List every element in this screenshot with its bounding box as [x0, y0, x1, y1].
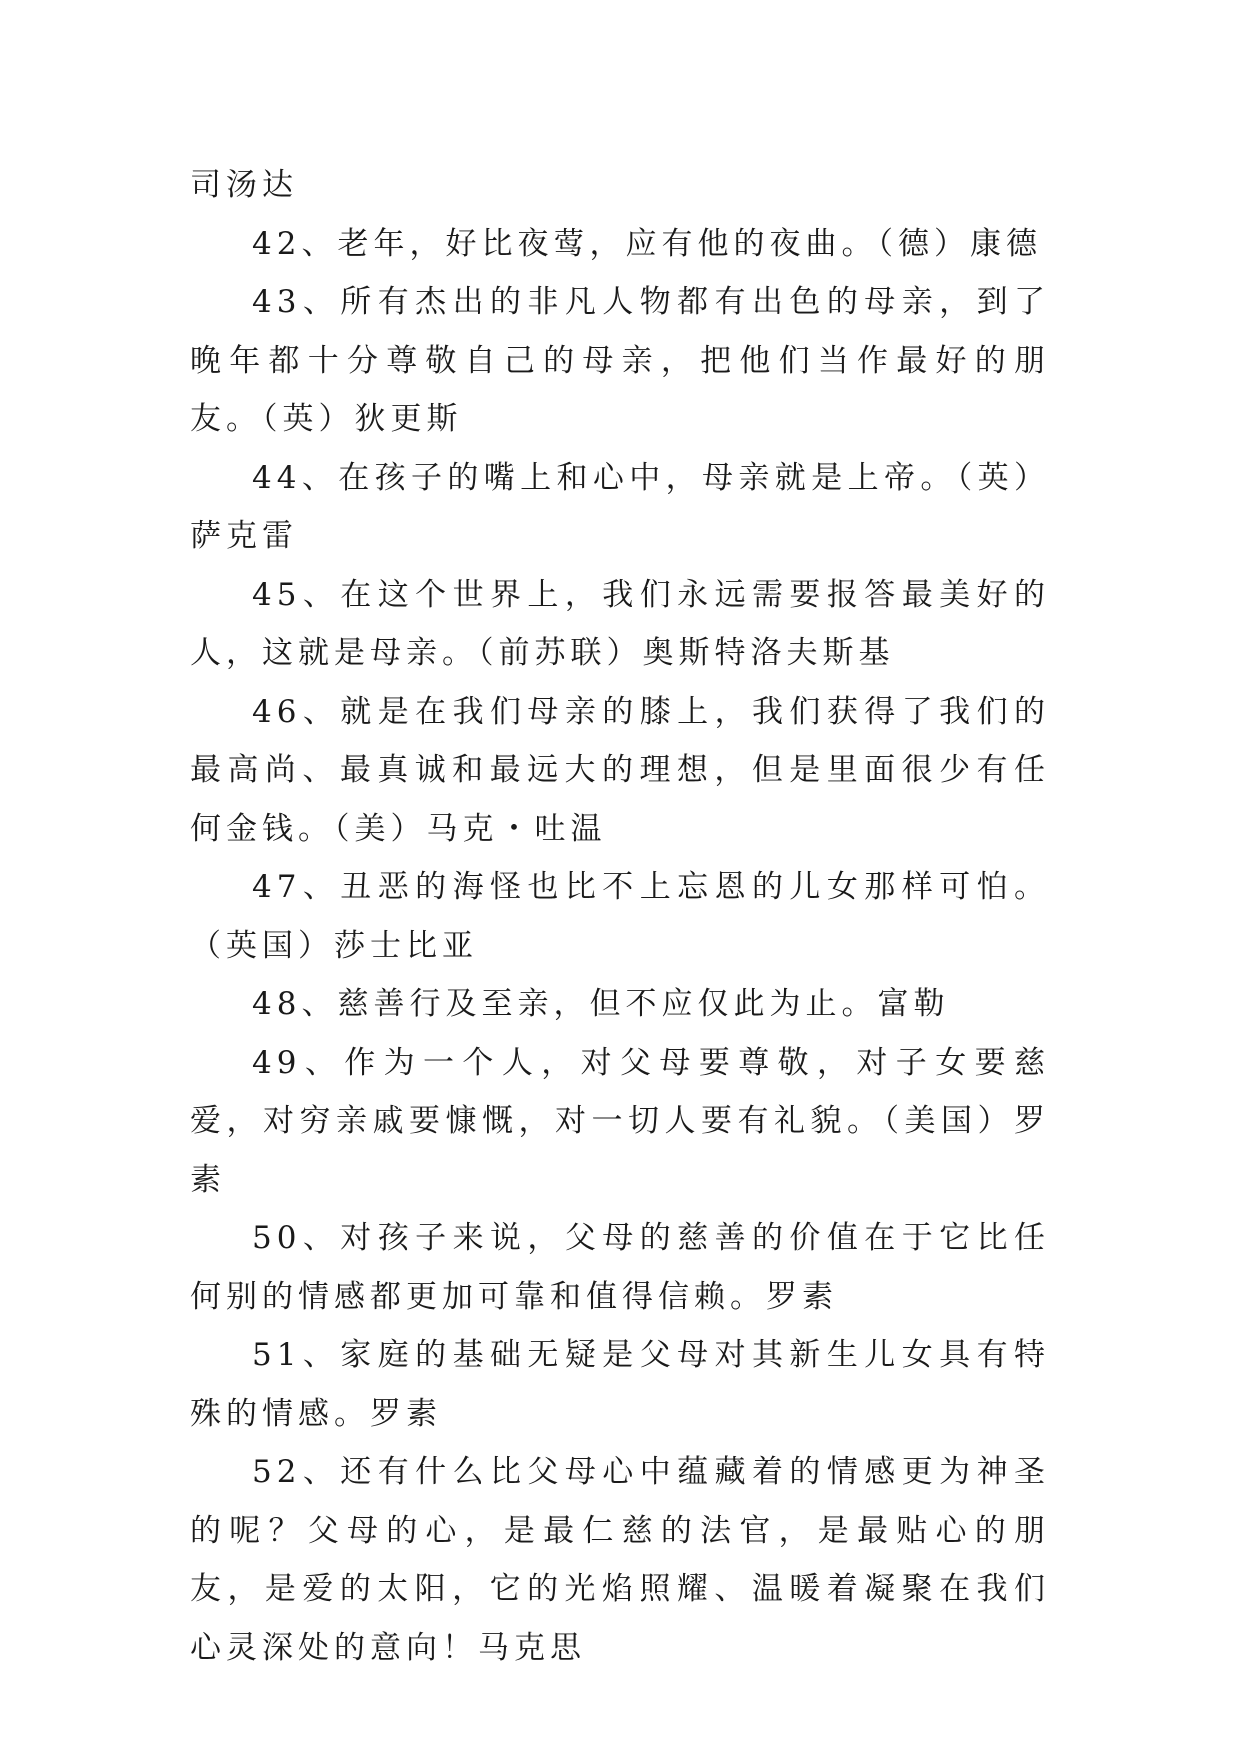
quote-paragraph: 49、作为一个人，对父母要尊敬，对子女要慈爱，对穷亲戚要慷慨，对一切人要有礼貌。（美国）罗素 — [190, 1044, 1050, 1198]
quote-paragraph: 45、在这个世界上，我们永远需要报答最美好的人，这就是母亲。（前苏联）奥斯特洛夫斯基 — [190, 576, 1050, 671]
quote-paragraph: 43、所有杰出的非凡人物都有出色的母亲，到了晚年都十分尊敬自己的母亲，把他们当作最好的朋友。（英）狄更斯 — [190, 284, 1050, 437]
quote-paragraph: 52、还有什么比父母心中蕴藏着的情感更为神圣的呢？父母的心，是最仁慈的法官，是最贴心的朋友，是爱的太阳，它的光焰照耀、温暖着凝聚在我们心灵深处的意向！马克思 — [190, 1454, 1050, 1666]
quote-paragraph: 50、对孩子来说，父母的慈善的价值在于它比任何别的情感都更加可靠和值得信赖。罗素 — [190, 1220, 1050, 1315]
quote-paragraph: 48、慈善行及至亲，但不应仅此为止。富勒 — [252, 986, 950, 1022]
quote-paragraph: 51、家庭的基础无疑是父母对其新生儿女具有特殊的情感。罗素 — [190, 1337, 1050, 1432]
quote-paragraph: 46、就是在我们母亲的膝上，我们获得了我们的最高尚、最真诚和最远大的理想，但是里面很少有任何金钱。（美）马克・吐温 — [190, 693, 1050, 847]
quote-paragraph: 司汤达 — [190, 167, 298, 203]
quote-paragraph: 47、丑恶的海怪也比不上忘恩的儿女那样可怕。（英国）莎士比亚 — [190, 869, 1050, 964]
quote-list — [190, 156, 1050, 1677]
quote-paragraph: 42、老年，好比夜莺，应有他的夜曲。（德）康德 — [252, 225, 1042, 262]
quote-paragraph: 44、在孩子的嘴上和心中，母亲就是上帝。（英）萨克雷 — [190, 459, 1050, 554]
